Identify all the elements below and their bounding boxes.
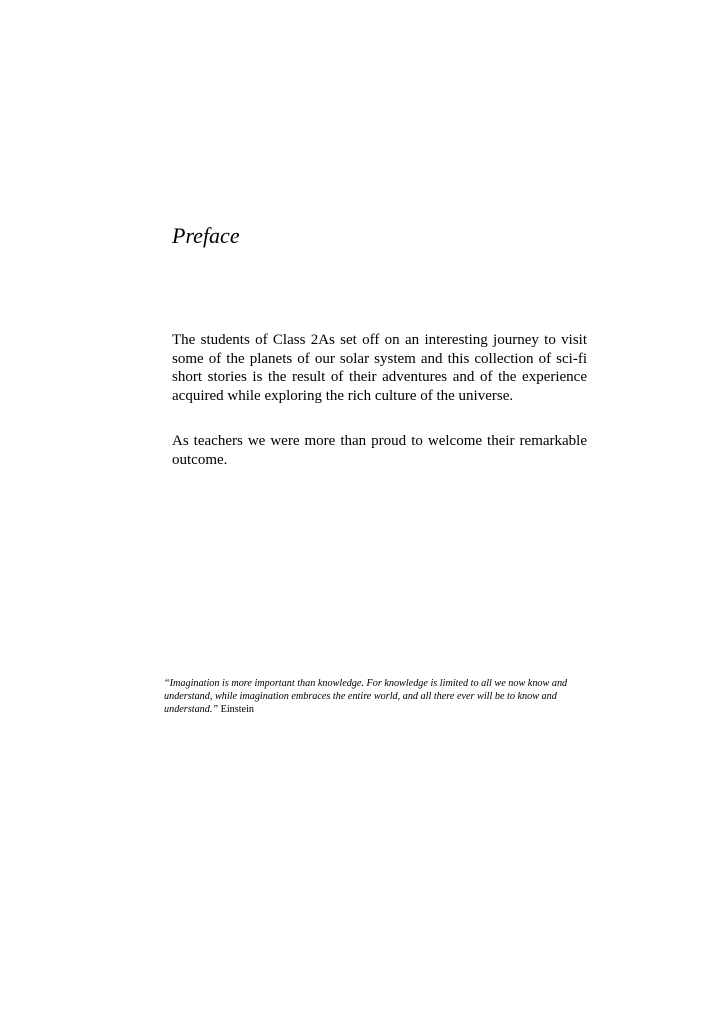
preface-paragraph-2: As teachers we were more than proud to welcome their remarkable outcome. (172, 433, 587, 468)
page-title: Preface (172, 223, 240, 248)
einstein-quote (164, 678, 604, 716)
quote-text: “Imagination is more important than knowledge. For knowledge is limited to all we now know and understand, while imagination embraces the entire world, and all there ever will be to know and understand.” (164, 678, 568, 715)
preface-paragraph-1: The students of Class 2As set off on an interesting journey to visit some of the planets of our solar system and this collection of sci-fi short stories is the result of their adventures and of the experience acquired while exploring the rich culture of the universe. (172, 332, 587, 405)
quote-author: Einstein (220, 703, 254, 715)
